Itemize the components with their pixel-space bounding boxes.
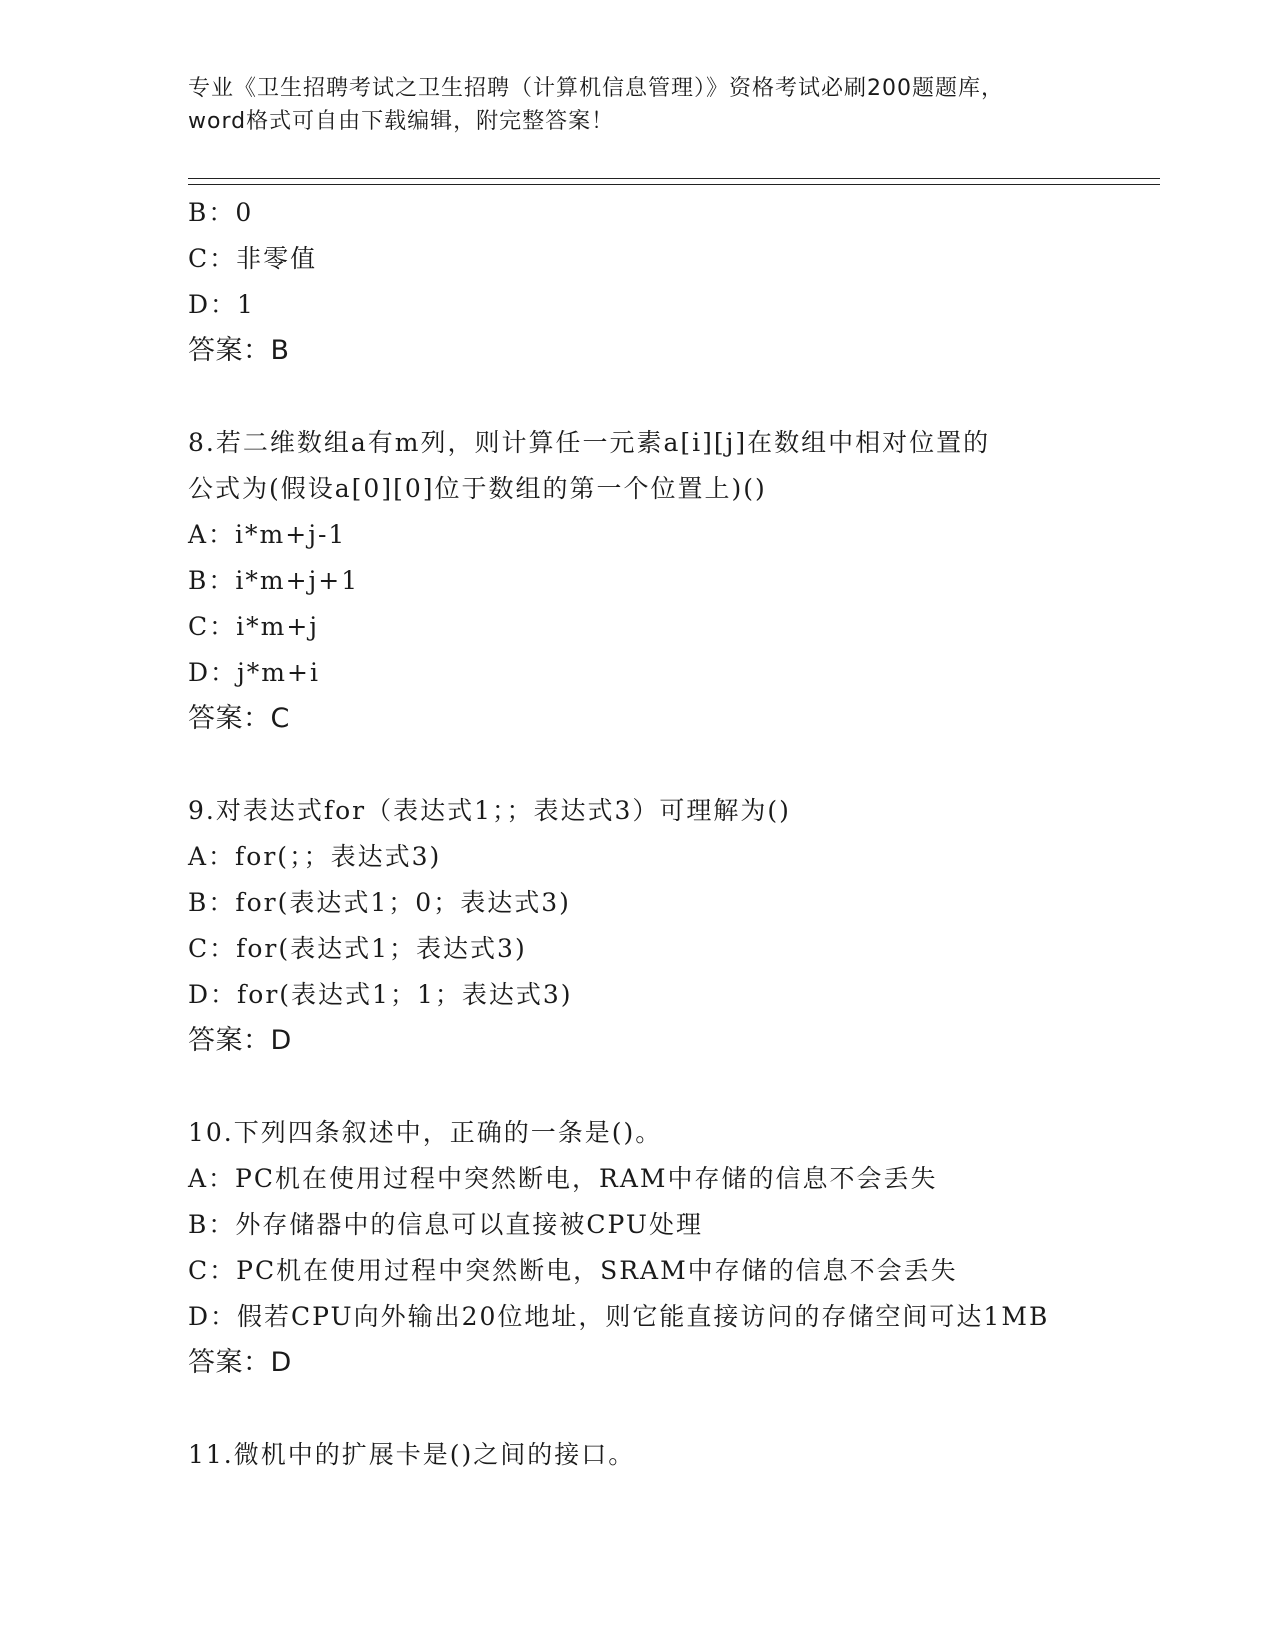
option-b: B：for(表达式1；0；表达式3) <box>188 888 571 917</box>
option-d: D：1 <box>188 290 255 319</box>
question-stem-line-2: 公式为(假设a[0][0]位于数组的第一个位置上)() <box>188 474 767 503</box>
question-stem: 9.对表达式for（表达式1；；表达式3）可理解为() <box>188 796 791 825</box>
option-a: A：PC机在使用过程中突然断电，RAM中存储的信息不会丢失 <box>188 1164 938 1193</box>
header-divider-bottom <box>188 184 1160 185</box>
option-a: A：for(；；表达式3) <box>188 842 442 871</box>
header-title-line-1: 专业《卫生招聘考试之卫生招聘（计算机信息管理）》资格考试必刷200题题库， <box>188 76 1004 101</box>
question-11 <box>188 1432 1168 1478</box>
page-header <box>188 72 1088 138</box>
option-b: B：i*m+j+1 <box>188 566 360 595</box>
question-7-continuation <box>188 190 1168 374</box>
question-10 <box>188 1110 1168 1386</box>
question-9 <box>188 788 1168 1064</box>
question-stem: 10.下列四条叙述中，正确的一条是()。 <box>188 1118 663 1147</box>
option-c: C：PC机在使用过程中突然断电，SRAM中存储的信息不会丢失 <box>188 1256 958 1285</box>
option-d: D：for(表达式1；1；表达式3) <box>188 980 573 1009</box>
question-stem: 11.微机中的扩展卡是()之间的接口。 <box>188 1440 636 1469</box>
header-divider-top <box>188 178 1160 179</box>
answer-line: 答案：B <box>188 335 290 366</box>
option-d: D：j*m+i <box>188 658 320 687</box>
option-a: A：i*m+j-1 <box>188 520 347 549</box>
header-title-line-2: word格式可自由下载编辑，附完整答案！ <box>188 109 615 134</box>
option-c: C：for(表达式1；表达式3) <box>188 934 527 963</box>
option-d: D：假若CPU向外输出20位地址，则它能直接访问的存储空间可达1MB <box>188 1302 1050 1331</box>
option-b: B：外存储器中的信息可以直接被CPU处理 <box>188 1210 703 1239</box>
option-b: B：0 <box>188 198 254 227</box>
answer-line: 答案：C <box>188 703 290 734</box>
question-list <box>188 190 1168 1478</box>
option-c: C：i*m+j <box>188 612 320 641</box>
question-stem-line-1: 8.若二维数组a有m列，则计算任一元素a[i][j]在数组中相对位置的 <box>188 428 991 457</box>
answer-line: 答案：D <box>188 1347 292 1378</box>
question-8 <box>188 420 1168 742</box>
option-c: C：非零值 <box>188 244 318 273</box>
answer-line: 答案：D <box>188 1025 292 1056</box>
